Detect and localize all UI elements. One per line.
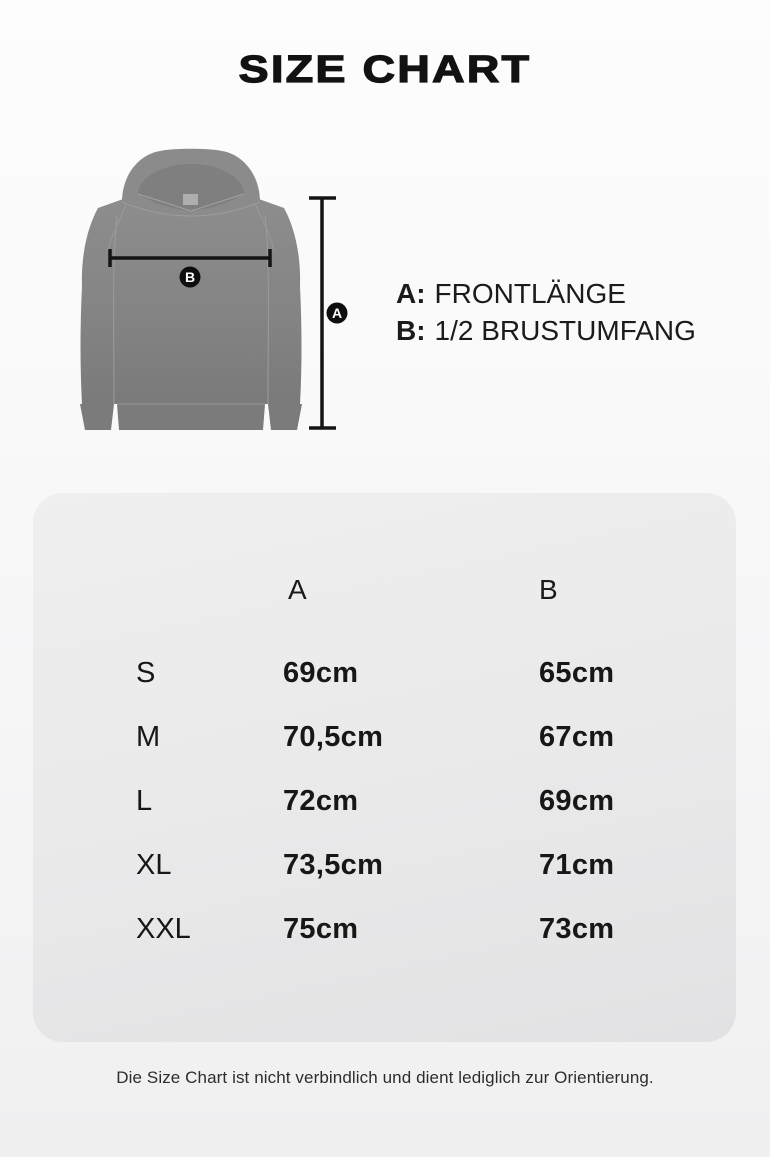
marker-a-letter: A <box>331 305 343 321</box>
legend-key-a: A: <box>396 278 426 309</box>
disclaimer-text: Die Size Chart ist nicht verbindlich und dient lediglich zur Orientierung. <box>116 1068 654 1087</box>
value-a: 70,5cm <box>283 720 384 753</box>
table-row <box>136 897 736 961</box>
value-b: 67cm <box>539 720 615 753</box>
hoodie-illustration <box>60 138 360 448</box>
legend-item-b <box>396 312 696 349</box>
legend-label-b: 1/2 BRUSTUMFANG <box>434 315 696 346</box>
size-label: M <box>136 720 161 753</box>
size-label: XXL <box>136 912 191 945</box>
value-a: 75cm <box>283 912 359 945</box>
table-row <box>136 833 736 897</box>
value-b: 71cm <box>539 848 615 881</box>
size-table-body <box>136 641 736 961</box>
table-row <box>136 641 736 705</box>
hoodie-hood <box>122 149 260 216</box>
size-table-header <box>136 561 736 619</box>
size-table <box>33 493 736 961</box>
table-row <box>136 705 736 769</box>
size-label: S <box>136 656 156 689</box>
hoodie-hem-and-cuffs <box>80 404 302 430</box>
column-header-b: B <box>539 574 558 605</box>
neck-label-tag <box>183 194 198 205</box>
value-a: 73,5cm <box>283 848 384 881</box>
column-header-a: A <box>288 574 307 605</box>
value-b: 73cm <box>539 912 615 945</box>
value-a: 72cm <box>283 784 359 817</box>
page-title: SIZE CHART <box>238 49 532 91</box>
hoodie-body <box>81 198 302 404</box>
marker-b-letter: B <box>184 269 196 285</box>
value-b: 69cm <box>539 784 615 817</box>
legend-key-b: B: <box>396 315 426 346</box>
measurement-legend <box>396 275 696 349</box>
value-a: 69cm <box>283 656 359 689</box>
marker-a-badge <box>327 303 348 324</box>
table-row <box>136 769 736 833</box>
legend-label-a: FRONTLÄNGE <box>434 278 626 309</box>
marker-b-badge <box>180 267 201 288</box>
legend-item-a <box>396 275 696 312</box>
size-chart-card <box>33 493 736 1042</box>
size-label: XL <box>136 848 172 881</box>
size-label: L <box>136 784 153 817</box>
value-b: 65cm <box>539 656 615 689</box>
